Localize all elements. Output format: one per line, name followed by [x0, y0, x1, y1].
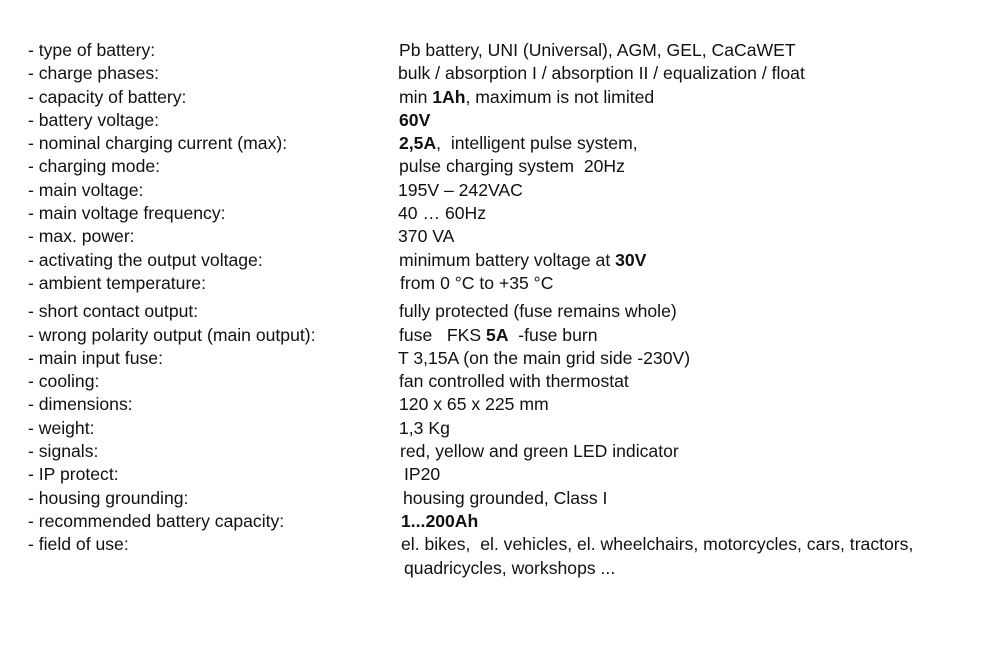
- spec-value: [398, 347, 998, 370]
- spec-value-text: T 3,15A (on the main grid side -230V): [398, 347, 691, 368]
- spec-value-text: 370 VA: [398, 226, 455, 247]
- spec-label: - short contact output:: [28, 301, 199, 322]
- spec-label: - cooling:: [28, 371, 100, 392]
- spec-value-emphasis: 30V: [615, 249, 647, 270]
- spec-row: [28, 39, 998, 62]
- spec-value: [398, 370, 998, 393]
- spec-value: [398, 225, 998, 248]
- spec-row: [28, 393, 998, 416]
- spec-value: [398, 202, 998, 225]
- spec-label: - housing grounding:: [28, 487, 189, 508]
- spec-label: - ambient temperature:: [28, 272, 206, 293]
- spec-row: [28, 487, 998, 510]
- spec-row: [28, 533, 998, 556]
- spec-value-text: fuse FKS: [399, 324, 487, 345]
- spec-value-emphasis: 5A: [486, 324, 509, 345]
- spec-row: [28, 225, 998, 248]
- spec-label: - nominal charging current (max):: [28, 133, 288, 154]
- spec-value: [398, 393, 998, 416]
- spec-value: [398, 440, 998, 463]
- spec-value-text: 1,3 Kg: [399, 417, 450, 438]
- spec-value-text: min: [399, 86, 433, 107]
- spec-value-text: 120 x 65 x 225 mm: [399, 394, 549, 415]
- spec-value: [398, 324, 998, 347]
- spec-value-text: pulse charging system 20Hz: [399, 156, 625, 177]
- spec-value: [398, 510, 998, 533]
- spec-label: - main input fuse:: [28, 347, 163, 368]
- spec-value-emphasis: 2,5A: [399, 133, 437, 154]
- spec-row: [28, 249, 998, 272]
- spec-row: [28, 132, 998, 155]
- spec-row: [28, 62, 998, 85]
- spec-value: [398, 463, 998, 486]
- spec-value-text: minimum battery voltage at: [399, 249, 616, 270]
- spec-value: [398, 249, 998, 272]
- spec-value-text: el. bikes, el. vehicles, el. wheelchairs, motorcycles, cars, tractors,: [401, 534, 914, 555]
- spec-row: [28, 417, 998, 440]
- spec-value-text: housing grounded, Class I: [403, 487, 608, 508]
- spec-row: [28, 179, 998, 202]
- spec-value-text: , maximum is not limited: [465, 86, 655, 107]
- spec-label: - charging mode:: [28, 156, 161, 177]
- spec-label: - activating the output voltage:: [28, 249, 263, 270]
- spec-value: [398, 417, 998, 440]
- spec-row: [28, 324, 998, 347]
- spec-value: [398, 179, 998, 202]
- spec-value: [398, 155, 998, 178]
- spec-value: [398, 132, 998, 155]
- spec-value-text: fan controlled with thermostat: [399, 371, 629, 392]
- spec-label: - max. power:: [28, 226, 135, 247]
- spec-label: - weight:: [28, 417, 95, 438]
- spec-label: - wrong polarity output (main output):: [28, 324, 316, 345]
- spec-value: [398, 39, 998, 62]
- spec-label: - type of battery:: [28, 40, 156, 60]
- spec-value: [398, 300, 998, 323]
- spec-row: [28, 155, 998, 178]
- spec-row: [28, 463, 998, 486]
- spec-value-emphasis: 1...200Ah: [401, 510, 479, 531]
- spec-label: - signals:: [28, 441, 99, 462]
- spec-row: [28, 370, 998, 393]
- spec-label: - main voltage:: [28, 179, 144, 200]
- spec-value-continuation: quadricycles, workshops ...: [404, 557, 616, 578]
- spec-value: [398, 62, 998, 85]
- spec-row: [28, 440, 998, 463]
- spec-label: - dimensions:: [28, 394, 133, 415]
- spec-value-text: -fuse burn: [508, 324, 598, 345]
- spec-row: [28, 202, 998, 225]
- spec-value-emphasis: 1Ah: [432, 86, 466, 107]
- spec-label: - main voltage frequency:: [28, 203, 226, 224]
- spec-row: [28, 272, 998, 295]
- spec-value-text: from 0 °C to +35 °C: [400, 272, 554, 293]
- spec-value-text: , intelligent pulse system,: [436, 133, 638, 154]
- spec-row: [28, 510, 998, 533]
- spec-label: - charge phases:: [28, 63, 160, 84]
- spec-row: [28, 300, 998, 323]
- spec-label: - IP protect:: [28, 464, 119, 485]
- specification-list: [28, 39, 998, 580]
- spec-value-text: fully protected (fuse remains whole): [399, 301, 677, 322]
- spec-value: [398, 109, 998, 132]
- spec-row: [28, 109, 998, 132]
- spec-value-text: red, yellow and green LED indicator: [400, 441, 679, 462]
- spec-value: [398, 272, 998, 295]
- spec-value-text: 40 … 60Hz: [398, 203, 487, 224]
- spec-value: [398, 86, 998, 109]
- spec-value: [398, 533, 998, 556]
- spec-row: [28, 347, 998, 370]
- spec-label: - field of use:: [28, 534, 129, 555]
- spec-value-text: Pb battery, UNI (Universal), AGM, GEL, CaCaWET: [399, 40, 796, 60]
- spec-label: - recommended battery capacity:: [28, 510, 285, 531]
- spec-value-text: 195V – 242VAC: [398, 179, 523, 200]
- spec-value-text: bulk / absorption I / absorption II / equalization / float: [398, 63, 805, 84]
- spec-value: [398, 487, 998, 510]
- spec-label: - capacity of battery:: [28, 86, 187, 107]
- spec-value-text: IP20: [404, 464, 441, 485]
- spec-label: - battery voltage:: [28, 109, 160, 130]
- spec-row: [28, 86, 998, 109]
- spec-value-emphasis: 60V: [399, 109, 431, 130]
